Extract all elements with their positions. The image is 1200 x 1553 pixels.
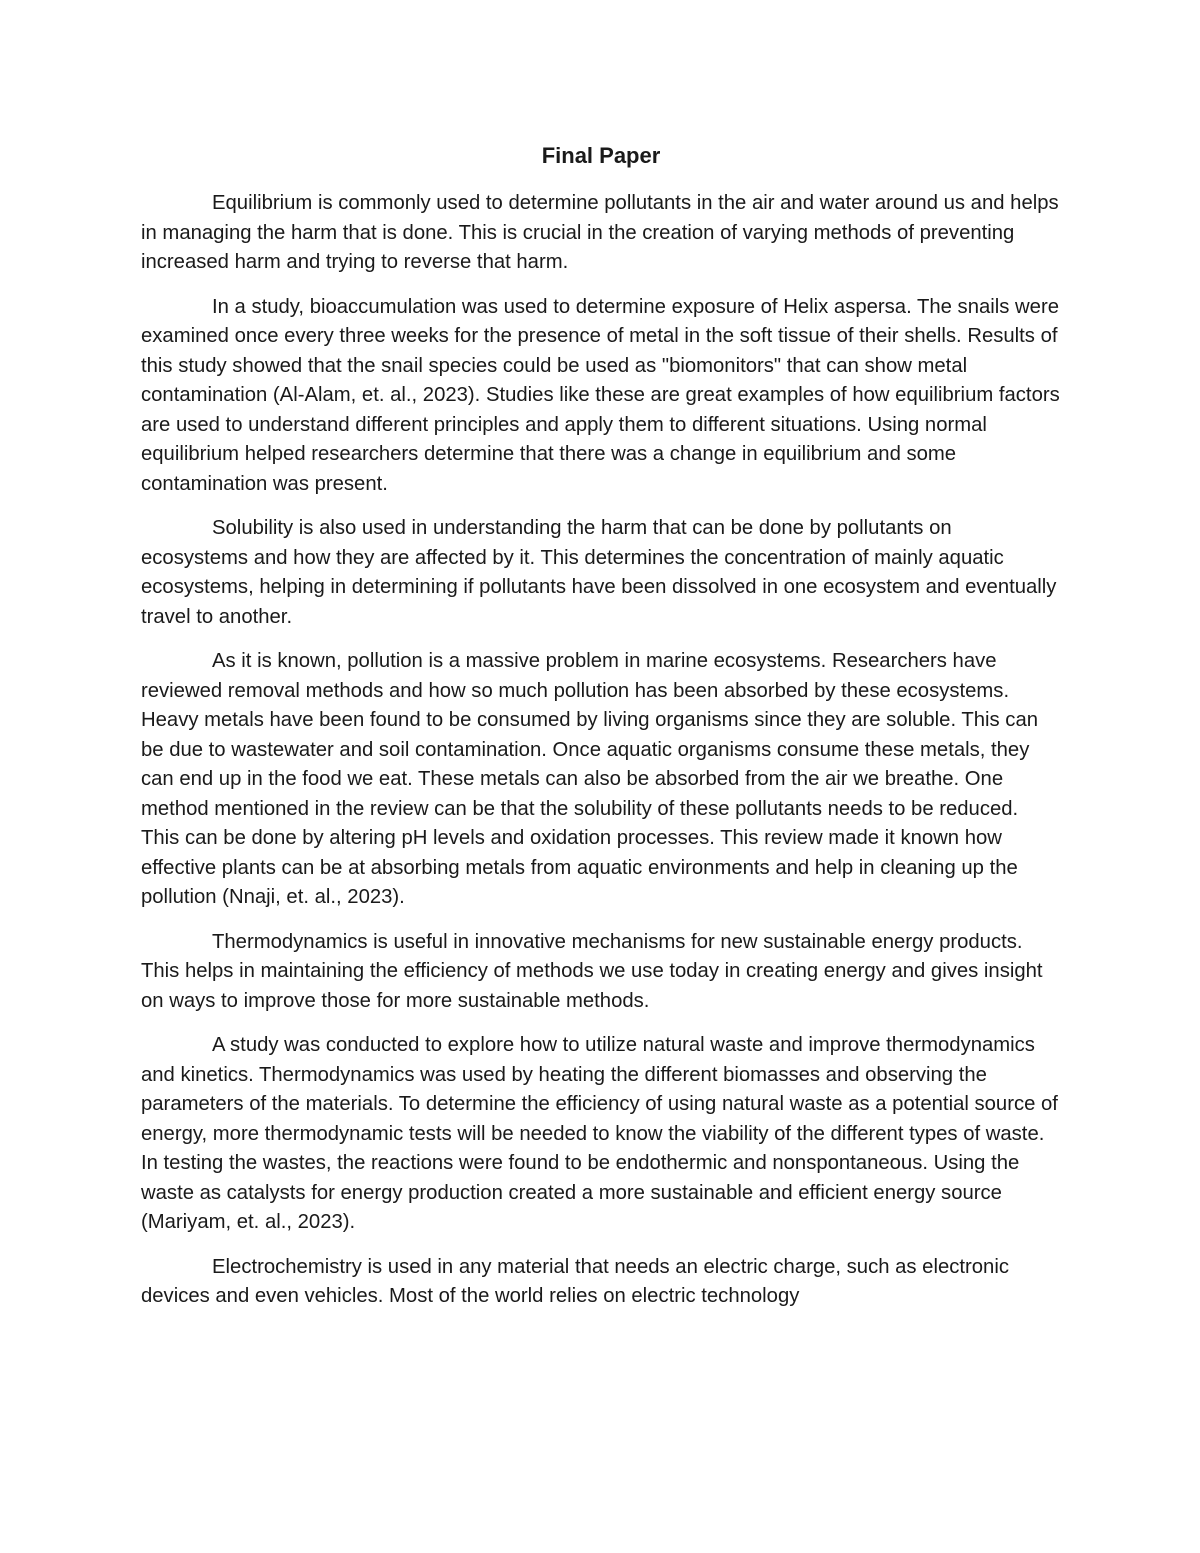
page-title: Final Paper — [541, 143, 661, 168]
paragraph-equilibrium: Equilibrium is commonly used to determine pollutants in the air and water around us and helps in managing the harm that is done. This is crucial in the creation of varying methods of preventing increased harm and trying to reverse that harm. — [141, 192, 1059, 273]
paragraph-bioaccumulation-study: In a study, bioaccumulation was used to determine exposure of Helix aspersa. The snails were examined once every three weeks for the presence of metal in the soft tissue of their shells. Results of this study showed that the snail species could be used as "biomonitors" that can show metal contamination (Al-Alam, et. al., 2023). Studies like these are great examples of how equilibrium factors are used to understand different principles and apply them to different situations. Using normal equilibrium helped researchers determine that there was a change in equilibrium and some contamination was present. — [141, 295, 1060, 495]
paragraph-marine-pollution: As it is known, pollution is a massive problem in marine ecosystems. Researchers have reviewed removal methods and how so much pollution has been absorbed by these ecosystems. Heavy metals have been found to be consumed by living organisms since they are soluble. This can be due to wastewater and soil contamination. Once aquatic organisms consume these metals, they can end up in the food we eat. These metals can also be absorbed from the air we breathe. One method mentioned in the review can be that the solubility of these pollutants needs to be reduced. This can be done by altering pH levels and oxidation processes. This review made it known how effective plants can be at absorbing metals from aquatic environments and help in cleaning up the pollution (Nnaji, et. al., 2023). — [141, 650, 1039, 908]
paragraph-electrochemistry: Electrochemistry is used in any material that needs an electric charge, such as electronic devices and even vehicles. Most of the world relies on electric technology — [141, 1255, 1009, 1307]
paragraph-thermodynamics: Thermodynamics is useful in innovative mechanisms for new sustainable energy products. This helps in maintaining the efficiency of methods we use today in creating energy and gives insight on ways to improve those for more sustainable methods. — [141, 930, 1043, 1012]
paragraph-solubility: Solubility is also used in understanding the harm that can be done by pollutants on ecosystems and how they are affected by it. This determines the concentration of mainly aquatic ecosystems, helping in determining if pollutants have been dissolved in one ecosystem and eventually travel to another. — [141, 517, 1057, 628]
document-body — [141, 141, 1061, 1327]
paragraph-natural-waste-study: A study was conducted to explore how to utilize natural waste and improve thermodynamics and kinetics. Thermodynamics was used by heating the different biomasses and observing the parameters of the materials. To determine the efficiency of using natural waste as a potential source of energy, more thermodynamic tests will be needed to know the viability of the different types of waste. In testing the wastes, the reactions were found to be endothermic and nonspontaneous. Using the waste as catalysts for energy production created a more sustainable and efficient energy source (Mariyam, et. al., 2023). — [141, 1034, 1058, 1233]
